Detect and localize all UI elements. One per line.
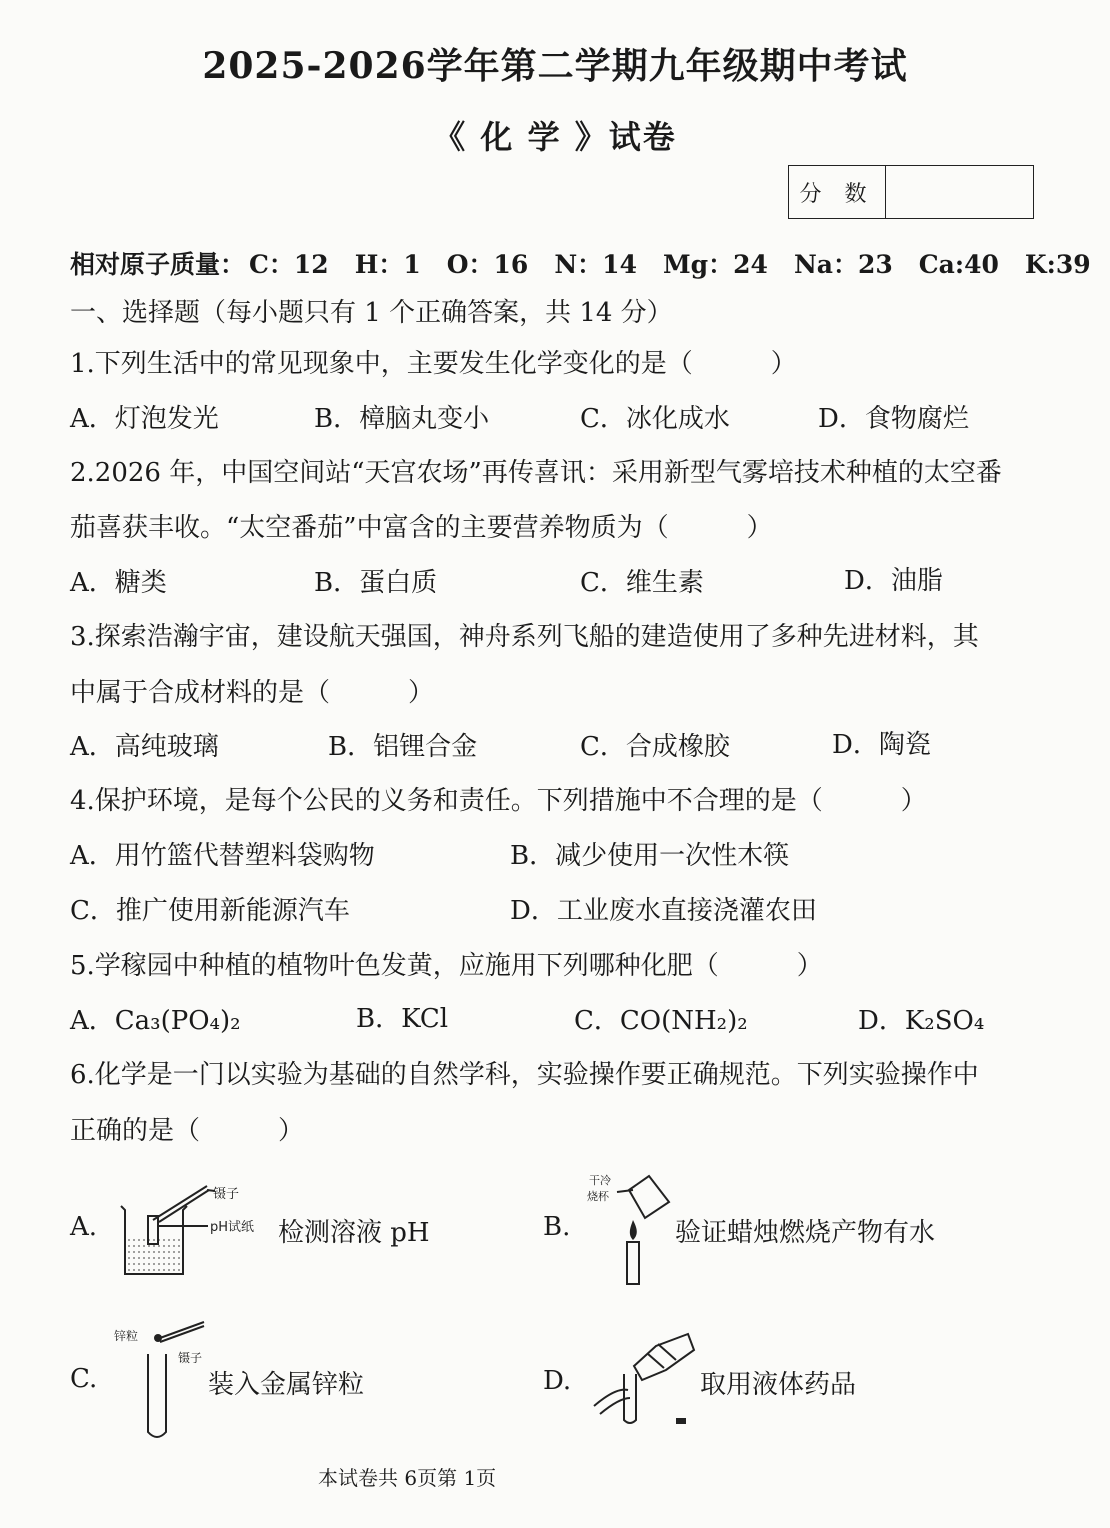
question-2-stem-line2: 茄喜获丰收。“太空番茄”中富含的主要营养物质为（ ） xyxy=(70,513,773,543)
q3-option-a[interactable]: A．高纯玻璃 xyxy=(70,732,219,762)
q3-option-b[interactable]: B．铝锂合金 xyxy=(328,732,478,762)
q6-option-d-caption: 取用液体药品 xyxy=(700,1370,857,1400)
inverted-beaker-icon xyxy=(629,1176,669,1218)
q6-option-b-caption: 验证蜡烛燃烧产物有水 xyxy=(675,1218,936,1248)
atomic-mass-item: H：1 xyxy=(354,250,421,279)
tweezers-label: 镊子 xyxy=(213,1187,240,1202)
atomic-mass-item: Na：23 xyxy=(793,250,893,279)
q2-option-c[interactable]: C．维生素 xyxy=(580,568,704,598)
q4-option-c[interactable]: C．推广使用新能源汽车 xyxy=(70,896,350,926)
q6-option-a-caption: 检测溶液 pH xyxy=(278,1218,430,1248)
beaker-label-line2: 烧杯 xyxy=(587,1190,609,1203)
q2-option-b[interactable]: B．蛋白质 xyxy=(314,568,438,598)
score-box xyxy=(788,165,1034,219)
candle-beaker-diagram xyxy=(585,1168,675,1290)
question-6-stem-line2: 正确的是（ ） xyxy=(70,1116,305,1146)
question-6-stem-line1: 6.化学是一门以实验为基础的自然学科，实验操作要正确规范。下列实验操作中 xyxy=(70,1060,979,1090)
section-heading: 一、选择题（每小题只有 1 个正确答案，共 14 分） xyxy=(70,298,673,328)
bottle-stopper-icon xyxy=(676,1418,686,1424)
q6-option-c-caption: 装入金属锌粒 xyxy=(208,1370,365,1400)
q2-option-d[interactable]: D．油脂 xyxy=(844,566,943,596)
ph-paper-label: pH试纸 xyxy=(210,1220,255,1235)
q1-option-c[interactable]: C．冰化成水 xyxy=(580,404,730,434)
atomic-mass-item: Mg：24 xyxy=(662,250,768,279)
exam-title: 2025-2026学年第二学期九年级期中考试 xyxy=(202,45,908,87)
atomic-masses-label: 相对原子质量： xyxy=(70,250,246,279)
beaker-ph-diagram xyxy=(115,1178,275,1282)
atomic-mass-item: O：16 xyxy=(446,250,529,279)
q5-option-a[interactable]: A．Ca₃(PO₄)₂ xyxy=(70,1006,241,1036)
zinc-label: 锌粒 xyxy=(114,1329,139,1343)
q1-option-a[interactable]: A．灯泡发光 xyxy=(70,404,219,434)
test-tube-icon xyxy=(148,1354,166,1437)
q6-option-b-letter[interactable]: B. xyxy=(543,1212,571,1242)
beaker-label-line1: 干冷 xyxy=(589,1174,611,1187)
q4-option-d[interactable]: D．工业废水直接浇灌农田 xyxy=(510,896,817,926)
question-3-stem-line2: 中属于合成材料的是（ ） xyxy=(70,678,435,708)
question-2-stem-line1: 2.2026 年，中国空间站“天宫农场”再传喜讯：采用新型气雾培技术种植的太空番 xyxy=(70,458,1002,488)
question-4-stem: 4.保护环境，是每个公民的义务和责任。下列措施中不合理的是（ ） xyxy=(70,786,927,816)
question-5-stem: 5.学稼园中种植的植物叶色发黄，应施用下列哪种化肥（ ） xyxy=(70,951,823,981)
q3-option-c[interactable]: C．合成橡胶 xyxy=(580,732,730,762)
question-1-stem: 1.下列生活中的常见现象中，主要发生化学变化的是（ ） xyxy=(70,349,797,379)
q1-option-b[interactable]: B．樟脑丸变小 xyxy=(314,404,490,434)
reagent-bottle-icon xyxy=(634,1334,694,1380)
q6-option-a-letter[interactable]: A. xyxy=(70,1212,98,1242)
atomic-mass-item: Ca:40 xyxy=(918,250,999,279)
q5-option-c[interactable]: C．CO(NH₂)₂ xyxy=(574,1006,748,1036)
tweezers-icon-c xyxy=(160,1322,204,1342)
exam-subtitle: 《 化 学 》试卷 xyxy=(433,118,677,156)
q5-option-b[interactable]: B．KCl xyxy=(356,1004,449,1034)
q6-option-d-letter[interactable]: D. xyxy=(543,1366,572,1396)
q5-option-d[interactable]: D．K₂SO₄ xyxy=(858,1006,985,1036)
q6-option-c-letter[interactable]: C. xyxy=(70,1364,98,1394)
tweezers-icon xyxy=(153,1186,209,1222)
candle-icon xyxy=(627,1242,639,1284)
pouring-liquid-diagram xyxy=(590,1324,702,1434)
question-3-stem-line1: 3.探索浩瀚宇宙，建设航天强国，神舟系列飞船的建造使用了多种先进材料，其 xyxy=(70,622,979,652)
q4-option-b[interactable]: B．减少使用一次性木筷 xyxy=(510,841,790,871)
tweezers-label-c: 镊子 xyxy=(178,1351,203,1365)
atomic-masses xyxy=(70,245,1091,281)
q3-option-d[interactable]: D．陶瓷 xyxy=(832,730,931,760)
atomic-mass-item: C：12 xyxy=(249,250,329,279)
q2-option-a[interactable]: A．糖类 xyxy=(70,568,167,598)
score-label: 分 数 xyxy=(789,166,886,218)
flame-icon xyxy=(630,1220,637,1240)
hand-icon xyxy=(594,1390,628,1406)
score-field[interactable] xyxy=(886,166,1033,218)
atomic-mass-item: K:39 xyxy=(1024,250,1091,279)
q4-option-a[interactable]: A．用竹篮代替塑料袋购物 xyxy=(70,841,375,871)
q1-option-d[interactable]: D．食物腐烂 xyxy=(818,404,969,434)
test-tube-zinc-diagram xyxy=(108,1316,212,1446)
page-footer: 本试卷共 6页第 1页 xyxy=(318,1466,497,1490)
atomic-mass-item: N：14 xyxy=(554,250,637,279)
